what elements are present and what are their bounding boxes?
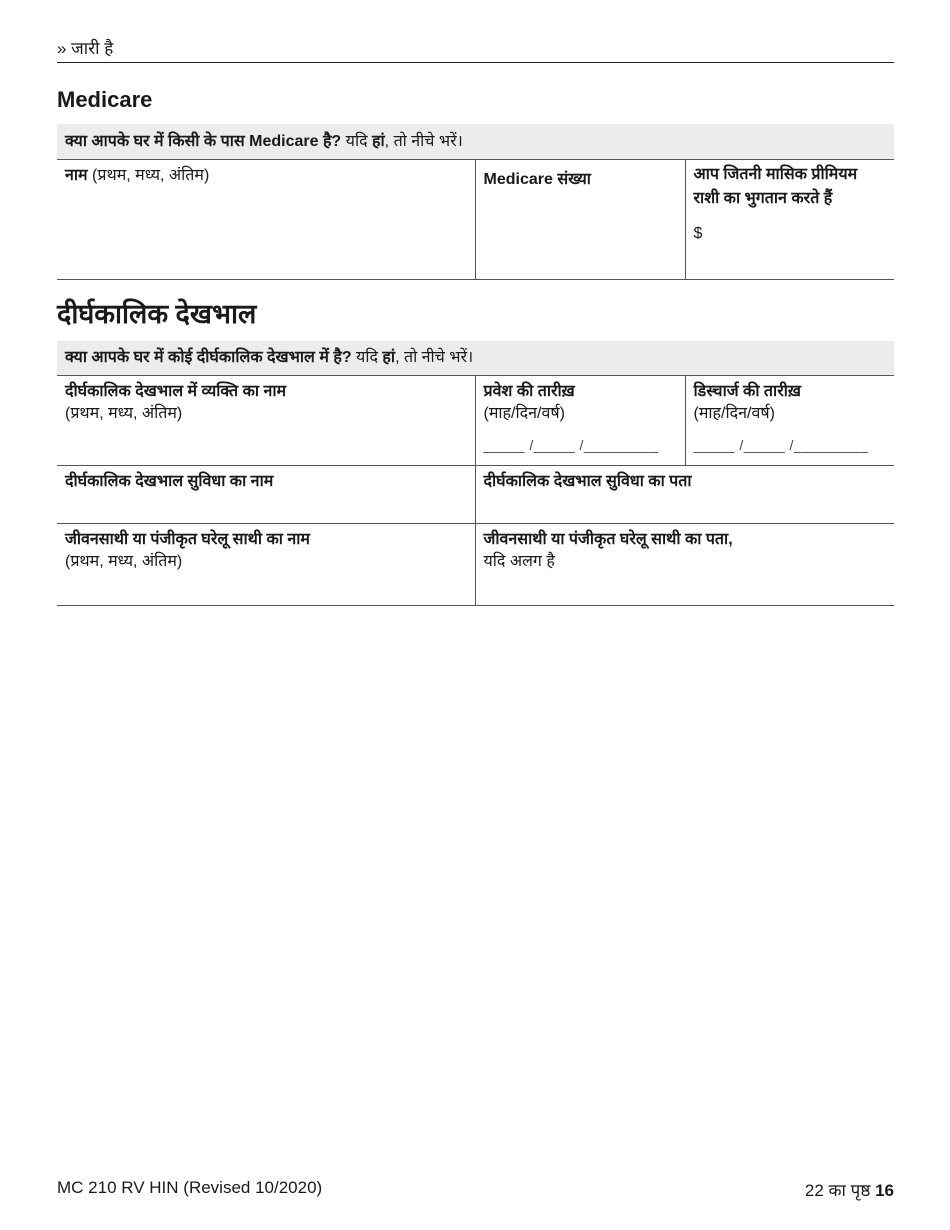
ltc-question-text-1: यदि — [351, 349, 383, 366]
page-number: 16 — [875, 1181, 894, 1200]
spouse-name-field[interactable] — [57, 524, 475, 606]
medicare-number-label: Medicare संख्या — [483, 171, 591, 188]
medicare-section-title: Medicare — [57, 87, 153, 112]
medicare-name-field[interactable] — [57, 160, 475, 280]
medicare-number-field[interactable] — [475, 160, 685, 280]
facility-address-label: दीर्घकालिक देखभाल सुविधा का पता — [483, 473, 692, 490]
premium-dollar-sign: $ — [693, 225, 703, 242]
ltc-question — [57, 341, 894, 375]
facility-name-field[interactable] — [57, 466, 475, 524]
top-divider — [57, 62, 894, 63]
spouse-address-field[interactable] — [475, 524, 894, 606]
ltc-person-name-field[interactable] — [57, 376, 475, 466]
medicare-question-bold: क्या आपके घर में किसी के पास Medicare है? — [65, 133, 342, 150]
page-indicator — [805, 1178, 894, 1201]
medicare-question-text-1: यदि — [341, 133, 373, 150]
entry-date-field[interactable] — [475, 376, 685, 466]
discharge-date-label: डिस्चार्ज की तारीख़ — [693, 383, 801, 400]
medicare-question — [57, 124, 894, 159]
entry-date-blanks: _____ /_____ /_________ — [483, 437, 659, 453]
page-prefix: 22 का पृष्ठ — [804, 1181, 876, 1200]
facility-name-label: दीर्घकालिक देखभाल सुविधा का नाम — [65, 473, 274, 490]
facility-address-field[interactable] — [475, 466, 894, 524]
medicare-question-yes: हां — [372, 133, 385, 150]
spouse-address-sub: यदि अलग है — [483, 553, 555, 570]
ltc-table — [57, 375, 894, 606]
ltc-question-text-2: , तो नीचे भरें। — [395, 349, 474, 366]
medicare-premium-label: आप जितनी मासिक प्रीमियम राशी का भुगतान करते हैं — [693, 166, 858, 207]
form-id: MC 210 RV HIN (Revised 10/2020) — [57, 1178, 323, 1197]
ltc-question-yes: हां — [382, 349, 396, 366]
discharge-date-sub: (माह/दिन/वर्ष) — [693, 405, 775, 422]
ltc-person-name-label: दीर्घकालिक देखभाल में व्यक्ति का नाम — [65, 383, 287, 400]
ltc-person-name-sub: (प्रथम, मध्य, अंतिम) — [65, 405, 183, 422]
discharge-date-field[interactable] — [685, 376, 894, 466]
entry-date-sub: (माह/दिन/वर्ष) — [483, 405, 565, 422]
spouse-name-label: जीवनसाथी या पंजीकृत घरेलू साथी का नाम — [65, 531, 310, 548]
discharge-date-blanks: _____ /_____ /_________ — [693, 437, 869, 453]
medicare-premium-field[interactable] — [685, 160, 894, 280]
ltc-question-bold: क्या आपके घर में कोई दीर्घकालिक देखभाल में है? — [65, 349, 352, 366]
form-page — [57, 0, 894, 1230]
medicare-question-text-2: , तो नीचे भरें। — [384, 133, 463, 150]
spouse-address-label: जीवनसाथी या पंजीकृत घरेलू साथी का पता, — [483, 531, 733, 548]
medicare-table — [57, 159, 894, 280]
entry-date-label: प्रवेश की तारीख़ — [483, 383, 575, 400]
spouse-name-sub: (प्रथम, मध्य, अंतिम) — [65, 553, 183, 570]
continued-label: » जारी है — [57, 39, 114, 58]
ltc-section-title: दीर्घकालिक देखभाल — [57, 299, 257, 329]
medicare-name-label: नाम — [65, 167, 88, 184]
medicare-name-sub: (प्रथम, मध्य, अंतिम) — [87, 167, 210, 184]
